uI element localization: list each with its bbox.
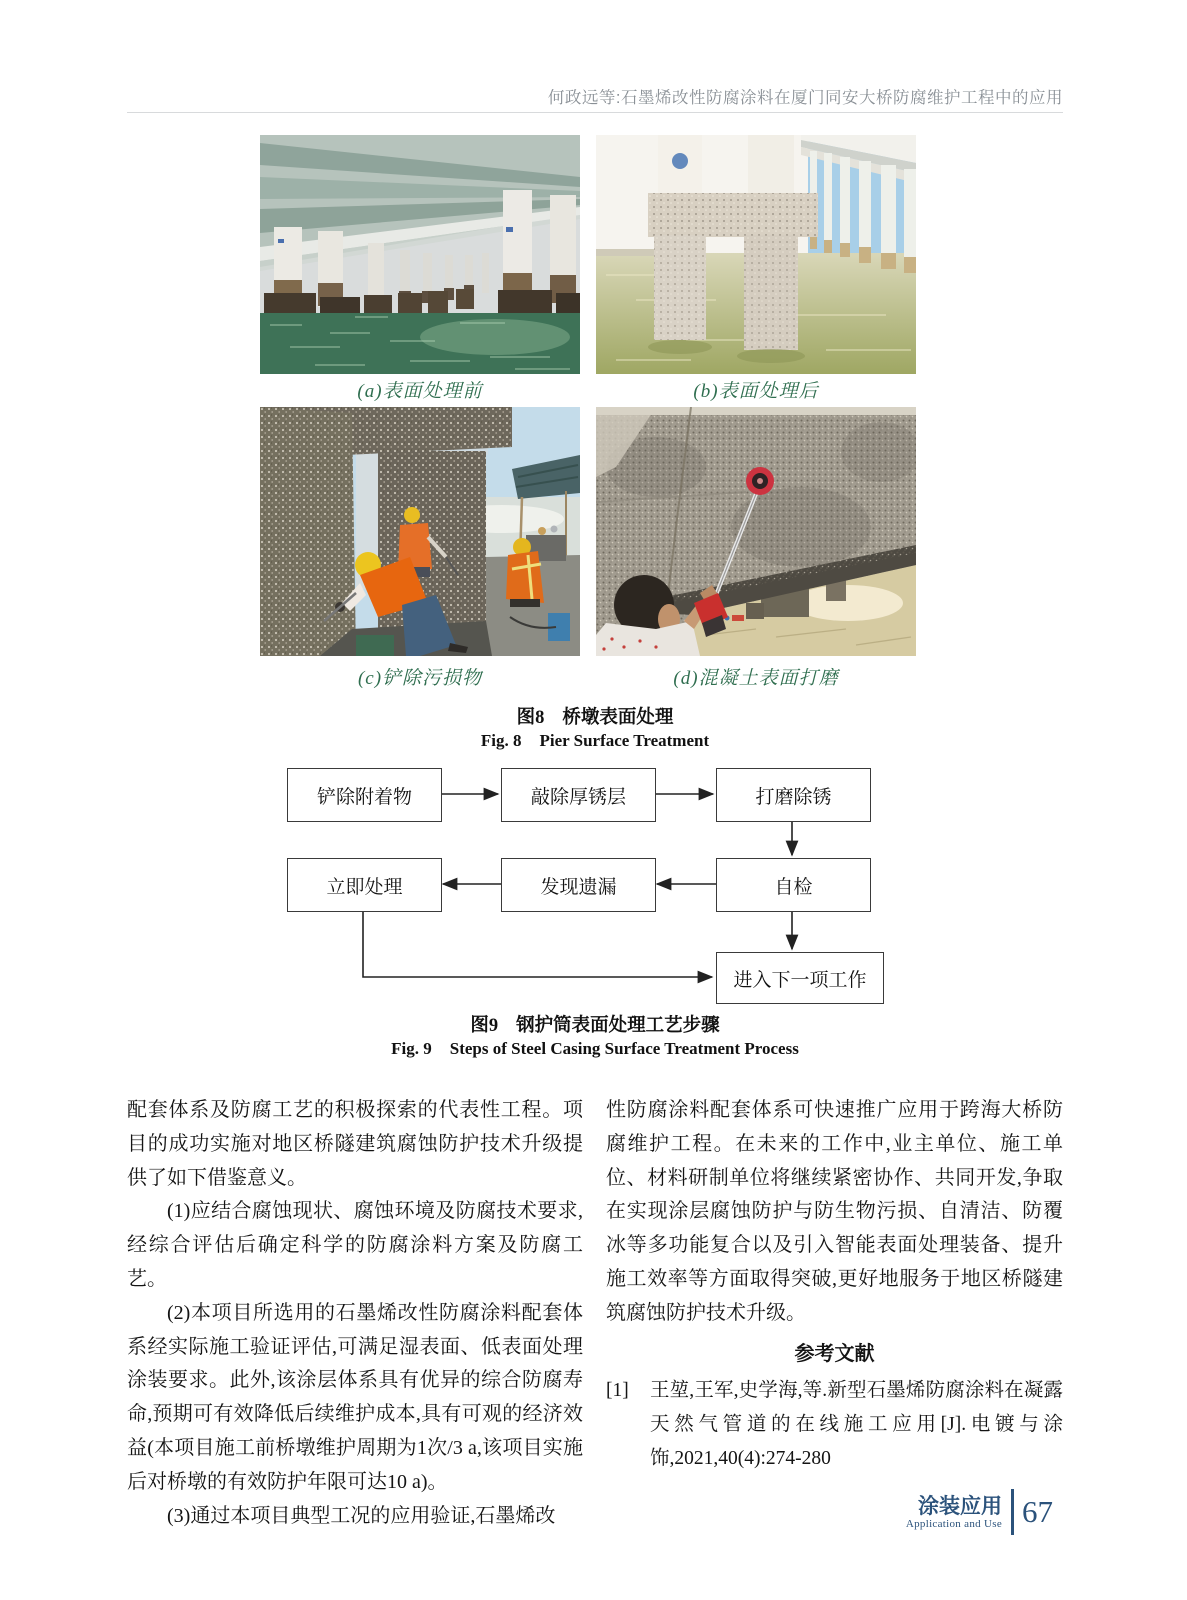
running-title: 何政远等:石墨烯改性防腐涂料在厦门同安大桥防腐维护工程中的应用 bbox=[547, 89, 1063, 107]
figure8-label-en: Fig. 8 bbox=[480, 731, 522, 750]
figure8-caption-cn bbox=[127, 703, 1063, 729]
photo-d-illustration bbox=[596, 407, 916, 656]
flowchart-steel-casing-process bbox=[280, 762, 888, 1008]
header-rule bbox=[127, 112, 1063, 113]
references-title: 参考文献 bbox=[794, 1342, 875, 1365]
footer-section bbox=[906, 1495, 1002, 1530]
body-right-column bbox=[606, 1094, 1063, 1476]
photo-c-illustration bbox=[260, 407, 580, 656]
flow-box-handle-immediately: 立即处理 bbox=[287, 858, 442, 912]
figure8-title-en: Pier Surface Treatment bbox=[539, 731, 710, 750]
flow-box-find-omission: 发现遗漏 bbox=[501, 858, 656, 912]
figure9-title-en: Steps of Steel Casing Surface Treatment Process bbox=[449, 1039, 799, 1058]
photo-a-illustration bbox=[260, 135, 580, 374]
footer-section-cn: 涂装应用 bbox=[918, 1494, 1002, 1518]
figure8-title-cn: 桥墩表面处理 bbox=[562, 708, 674, 728]
photo-concrete-grinding bbox=[596, 407, 916, 656]
figure9-caption-cn bbox=[127, 1011, 1063, 1037]
photo-piers-after bbox=[596, 135, 916, 374]
figure8-caption-en bbox=[127, 731, 1063, 751]
footer-divider bbox=[1011, 1489, 1014, 1535]
photo-scraping-fouling bbox=[260, 407, 580, 656]
photo-caption-c: (c)铲除污损物 bbox=[357, 668, 483, 689]
photo-caption-b: (b)表面处理后 bbox=[693, 381, 819, 402]
photo-piers-before bbox=[260, 135, 580, 374]
paragraph: 配套体系及防腐工艺的积极探索的代表性工程。项目的成功实施对地区桥隧建筑腐蚀防护技术升级提供了如下借鉴意义。 bbox=[127, 1099, 583, 1189]
flow-box-grind-rust: 打磨除锈 bbox=[716, 768, 871, 822]
body-left-column bbox=[127, 1094, 583, 1533]
figure9-caption-en bbox=[127, 1039, 1063, 1059]
reference-text: 王堃,王军,史学海,等.新型石墨烯防腐涂料在凝露天然气管道的在线施工应用[J].电镀与涂饰,2021,40(4):274-280 bbox=[650, 1380, 1063, 1469]
figure9-label-cn: 图9 bbox=[470, 1016, 499, 1036]
photo-caption-d: (d)混凝土表面打磨 bbox=[673, 668, 839, 689]
page-footer bbox=[906, 1489, 1053, 1535]
reference-item bbox=[606, 1374, 1063, 1475]
flow-box-remove-attachments: 铲除附着物 bbox=[287, 768, 442, 822]
paragraph: (1)应结合腐蚀现状、腐蚀环境及防腐技术要求,经综合评估后确定科学的防腐涂料方案及防腐工艺。 bbox=[127, 1200, 583, 1290]
footer-section-en: Application and Use bbox=[905, 1517, 1002, 1530]
flow-box-knock-off-rust: 敲除厚锈层 bbox=[501, 768, 656, 822]
reference-marker: [1] bbox=[606, 1380, 629, 1402]
flow-box-self-check: 自检 bbox=[716, 858, 871, 912]
paragraph: 性防腐涂料配套体系可快速推广应用于跨海大桥防腐维护工程。在未来的工作中,业主单位、施工单位、材料研制单位将继续紧密协作、共同开发,争取在实现涂层腐蚀防护与防生物污损、自清洁、防覆冰等多功能复合以及引入智能表面处理装备、提升施工效率等方面取得突破,更好地服务于地区桥隧建筑腐蚀防护技术升级。 bbox=[606, 1099, 1063, 1324]
figure9-title-cn: 钢护筒表面处理工艺步骤 bbox=[516, 1016, 720, 1036]
paragraph: (2)本项目所选用的石墨烯改性防腐涂料配套体系经实际施工验证评估,可满足湿表面、低表面处理涂装要求。此外,该涂层体系具有优异的综合防腐寿命,预期可有效降低后续维护成本,具有可观的经济效益(本项目施工前桥墩维护周期为1次/3 a,该项目实施后对桥墩的有效防护年限可达10 a)。 bbox=[127, 1301, 583, 1493]
flow-box-next-task: 进入下一项工作 bbox=[716, 952, 884, 1004]
page-number: 67 bbox=[1022, 1494, 1053, 1529]
paragraph: (3)通过本项目典型工况的应用验证,石墨烯改 bbox=[167, 1504, 556, 1527]
figure8-label-cn: 图8 bbox=[516, 708, 545, 728]
photo-caption-a: (a)表面处理前 bbox=[357, 381, 483, 402]
photo-b-illustration bbox=[596, 135, 916, 374]
figure9-label-en: Fig. 9 bbox=[391, 1039, 432, 1058]
